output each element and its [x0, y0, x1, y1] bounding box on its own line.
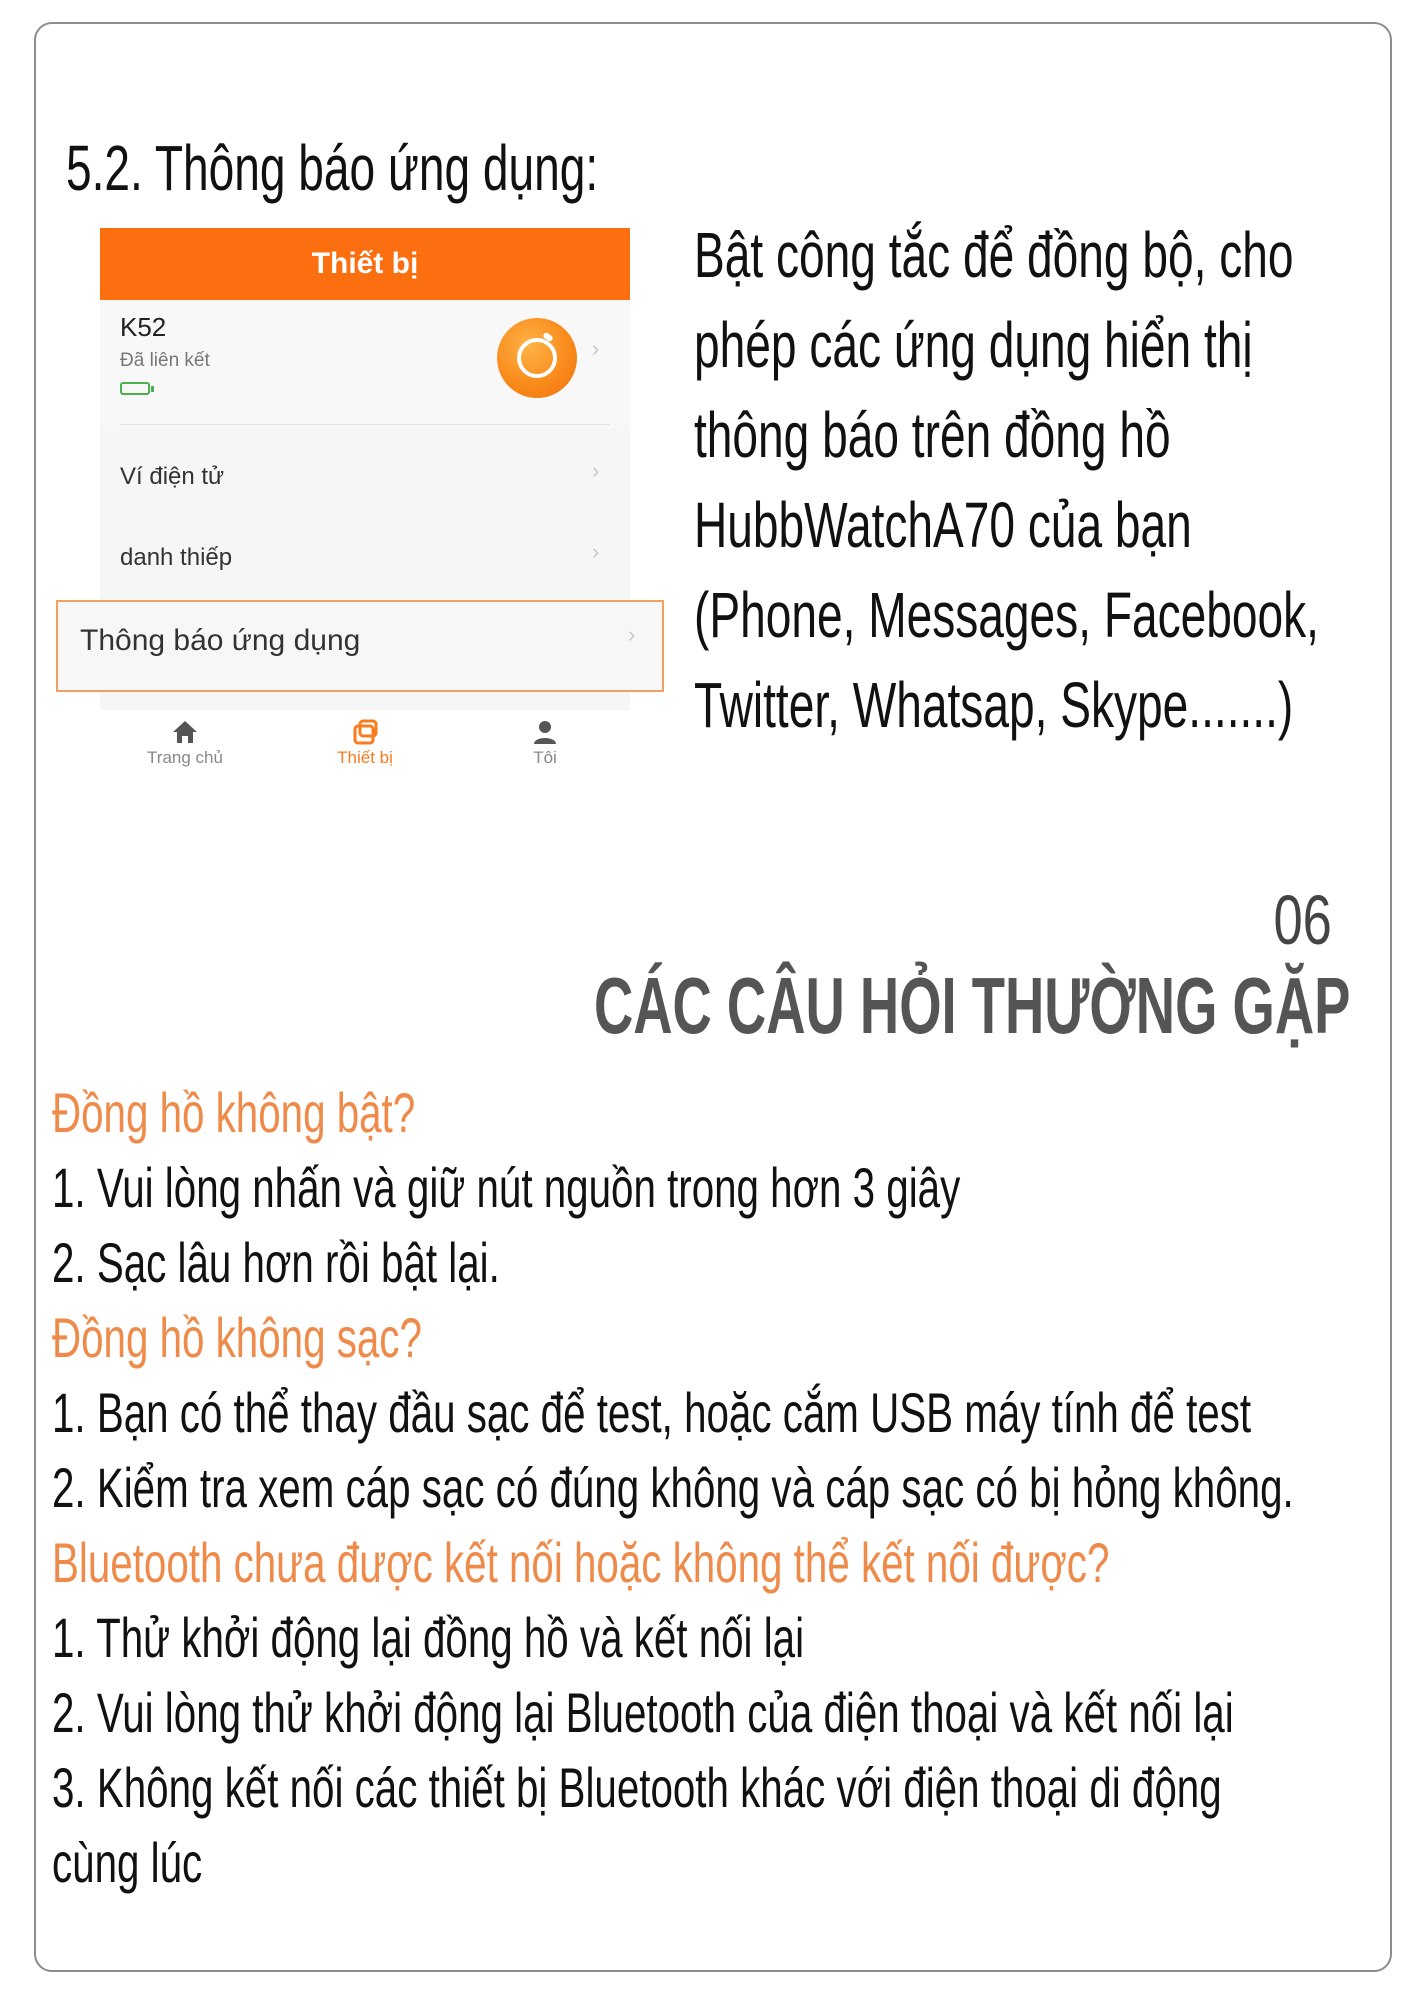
- tab-device[interactable]: [300, 710, 430, 768]
- chevron-right-icon: ›: [628, 622, 636, 647]
- faq-answer: 1. Thử khởi động lại đồng hồ và kết nối lại: [52, 1606, 805, 1669]
- description-text: [694, 210, 1342, 750]
- device-name: K52: [120, 312, 167, 342]
- user-icon: [530, 718, 560, 746]
- faq-answer: 2. Kiểm tra xem cáp sạc có đúng không và cáp sạc có bị hỏng không.: [52, 1456, 1294, 1519]
- home-icon: [170, 718, 200, 746]
- faq-question: Đồng hồ không bật?: [52, 1081, 416, 1144]
- faq-question: Đồng hồ không sạc?: [52, 1306, 422, 1369]
- menu-item-business-card[interactable]: danh thiếp: [120, 544, 233, 571]
- menu-item-e-wallet[interactable]: Ví điện tử: [120, 463, 225, 490]
- faq-answer: 2. Sạc lâu hơn rồi bật lại.: [52, 1231, 500, 1294]
- device-tab-icon: [350, 718, 380, 746]
- tab-me[interactable]: [480, 710, 610, 768]
- description-line: phép các ứng dụng hiển thị: [694, 309, 1253, 381]
- faq-answer: 1. Vui lòng nhấn và giữ nút nguồn trong hơn 3 giây: [52, 1156, 961, 1219]
- chevron-right-icon: ›: [592, 336, 600, 361]
- section-title: 5.2. Thông báo ứng dụng:: [66, 132, 599, 204]
- tab-bar: [100, 710, 630, 776]
- description-line: thông báo trên đồng hồ: [694, 399, 1171, 471]
- description-line: Twitter, Whatsap, Skype.......): [694, 669, 1294, 741]
- chevron-right-icon: ›: [592, 458, 600, 483]
- battery-icon: [120, 382, 150, 395]
- device-status: Đã liên kết: [120, 350, 210, 371]
- chevron-right-icon: ›: [592, 539, 600, 564]
- faq-question: Bluetooth chưa được kết nối hoặc không thể kết nối được?: [52, 1531, 1110, 1594]
- faq-section: [52, 1075, 1414, 1900]
- tab-home-label: Trang chủ: [147, 748, 223, 767]
- device-card[interactable]: [100, 300, 630, 428]
- watch-icon: [497, 318, 577, 398]
- tab-device-label: Thiết bị: [337, 748, 393, 767]
- phone-screenshot: [100, 228, 630, 776]
- faq-answer: 2. Vui lòng thử khởi động lại Bluetooth của điện thoại và kết nối lại: [52, 1681, 1234, 1744]
- app-notifications-label: Thông báo ứng dụng: [80, 624, 361, 657]
- faq-answer: cùng lúc: [52, 1831, 203, 1894]
- phone-header-title: Thiết bị: [100, 228, 630, 300]
- description-line: Bật công tắc để đồng bộ, cho: [694, 219, 1294, 291]
- faq-answer: 1. Bạn có thể thay đầu sạc để test, hoặc cắm USB máy tính để test: [52, 1381, 1252, 1444]
- chapter-number: 06: [1273, 881, 1332, 959]
- chapter-title: CÁC CÂU HỎI THƯỜNG GẶP: [593, 961, 1350, 1050]
- description-line: HubbWatchA70 của bạn: [694, 489, 1192, 561]
- tab-home[interactable]: [120, 710, 250, 768]
- description-line: (Phone, Messages, Facebook,: [694, 579, 1319, 651]
- app-notifications-item[interactable]: [56, 600, 664, 692]
- divider: [120, 424, 610, 425]
- tab-me-label: Tôi: [533, 748, 557, 767]
- faq-answer: 3. Không kết nối các thiết bị Bluetooth khác với điện thoại di động: [52, 1756, 1222, 1819]
